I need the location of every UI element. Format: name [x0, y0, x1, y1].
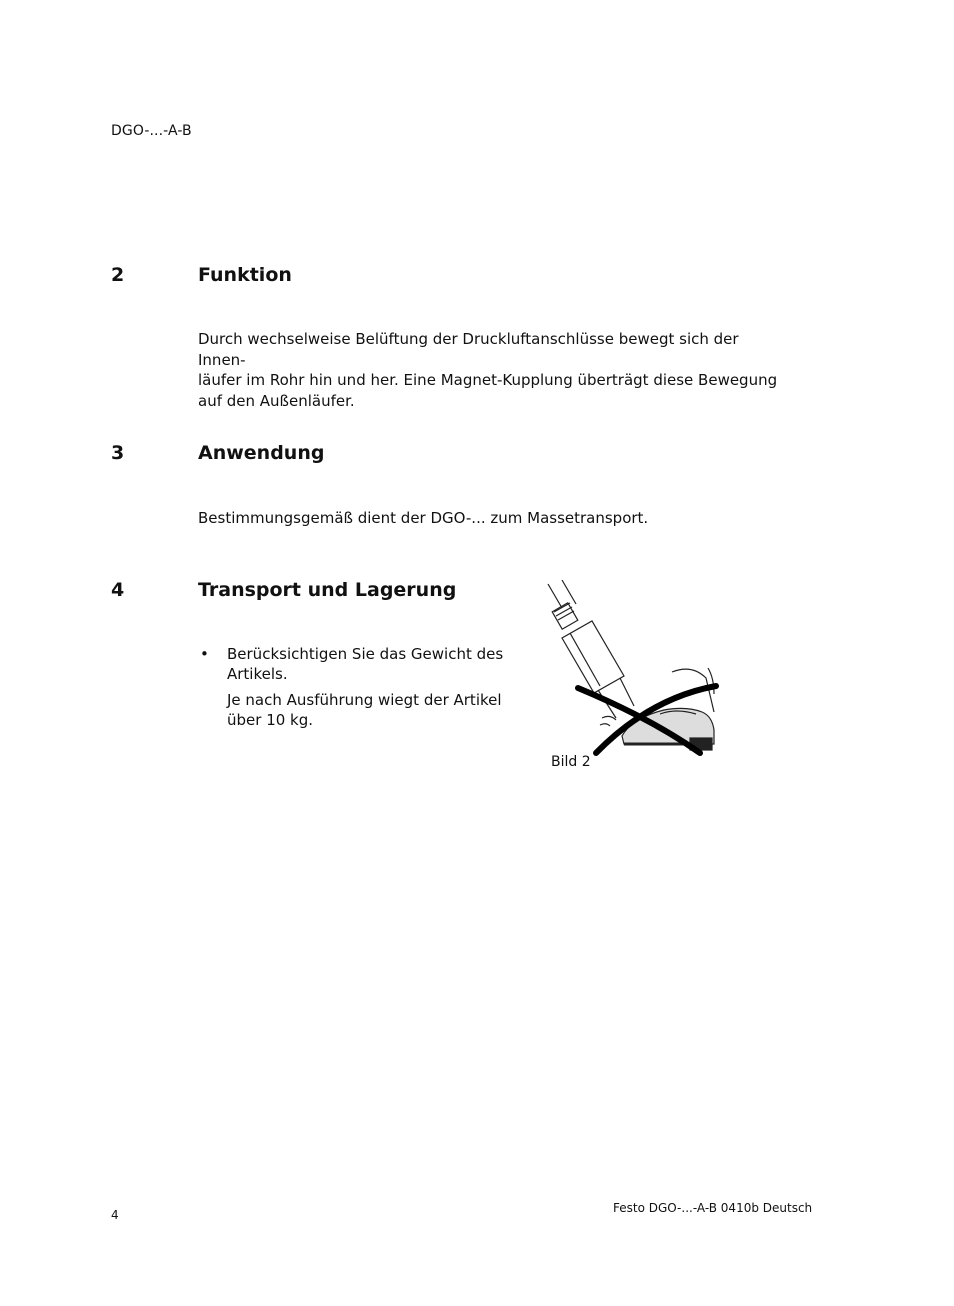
section-2-paragraph [198, 329, 788, 411]
section-3-number: 3 [111, 442, 125, 464]
section-3-title: Anwendung [198, 442, 325, 464]
crossed-out-foot-icon [540, 578, 730, 758]
paragraph-line: läufer im Rohr hin und her. Eine Magnet-Kupplung überträgt diese Bewegung [198, 371, 778, 389]
bullet-text [227, 644, 517, 684]
section-3-paragraph [198, 508, 788, 529]
footer-doc-info: Festo DGO-...-A-B 0410b Deutsch [613, 1201, 813, 1215]
section-4-title: Transport und Lagerung [198, 579, 457, 601]
bullet-subline: Je nach Ausführung wiegt der Artikel [227, 691, 502, 709]
bullet-symbol: • [200, 645, 209, 663]
page-number: 4 [111, 1208, 119, 1222]
section-4-number: 4 [111, 579, 125, 601]
bullet-subline: über 10 kg. [227, 711, 314, 729]
paragraph-line: Durch wechselweise Belüftung der Druckluftanschlüsse bewegt sich der Innen- [198, 330, 739, 369]
figure-caption: Bild 2 [551, 754, 591, 770]
bullet-line: Berücksichtigen Sie das Gewicht des [227, 645, 504, 663]
section-2-title: Funktion [198, 264, 292, 286]
paragraph-line: Bestimmungsgemäß dient der DGO-... zum Massetransport. [198, 509, 649, 527]
bullet-line: Artikels. [227, 665, 288, 683]
section-2-number: 2 [111, 264, 125, 286]
document-header-model: DGO-...-A-B [111, 123, 192, 139]
paragraph-line: auf den Außenläufer. [198, 391, 355, 410]
bullet-subtext [227, 690, 517, 730]
